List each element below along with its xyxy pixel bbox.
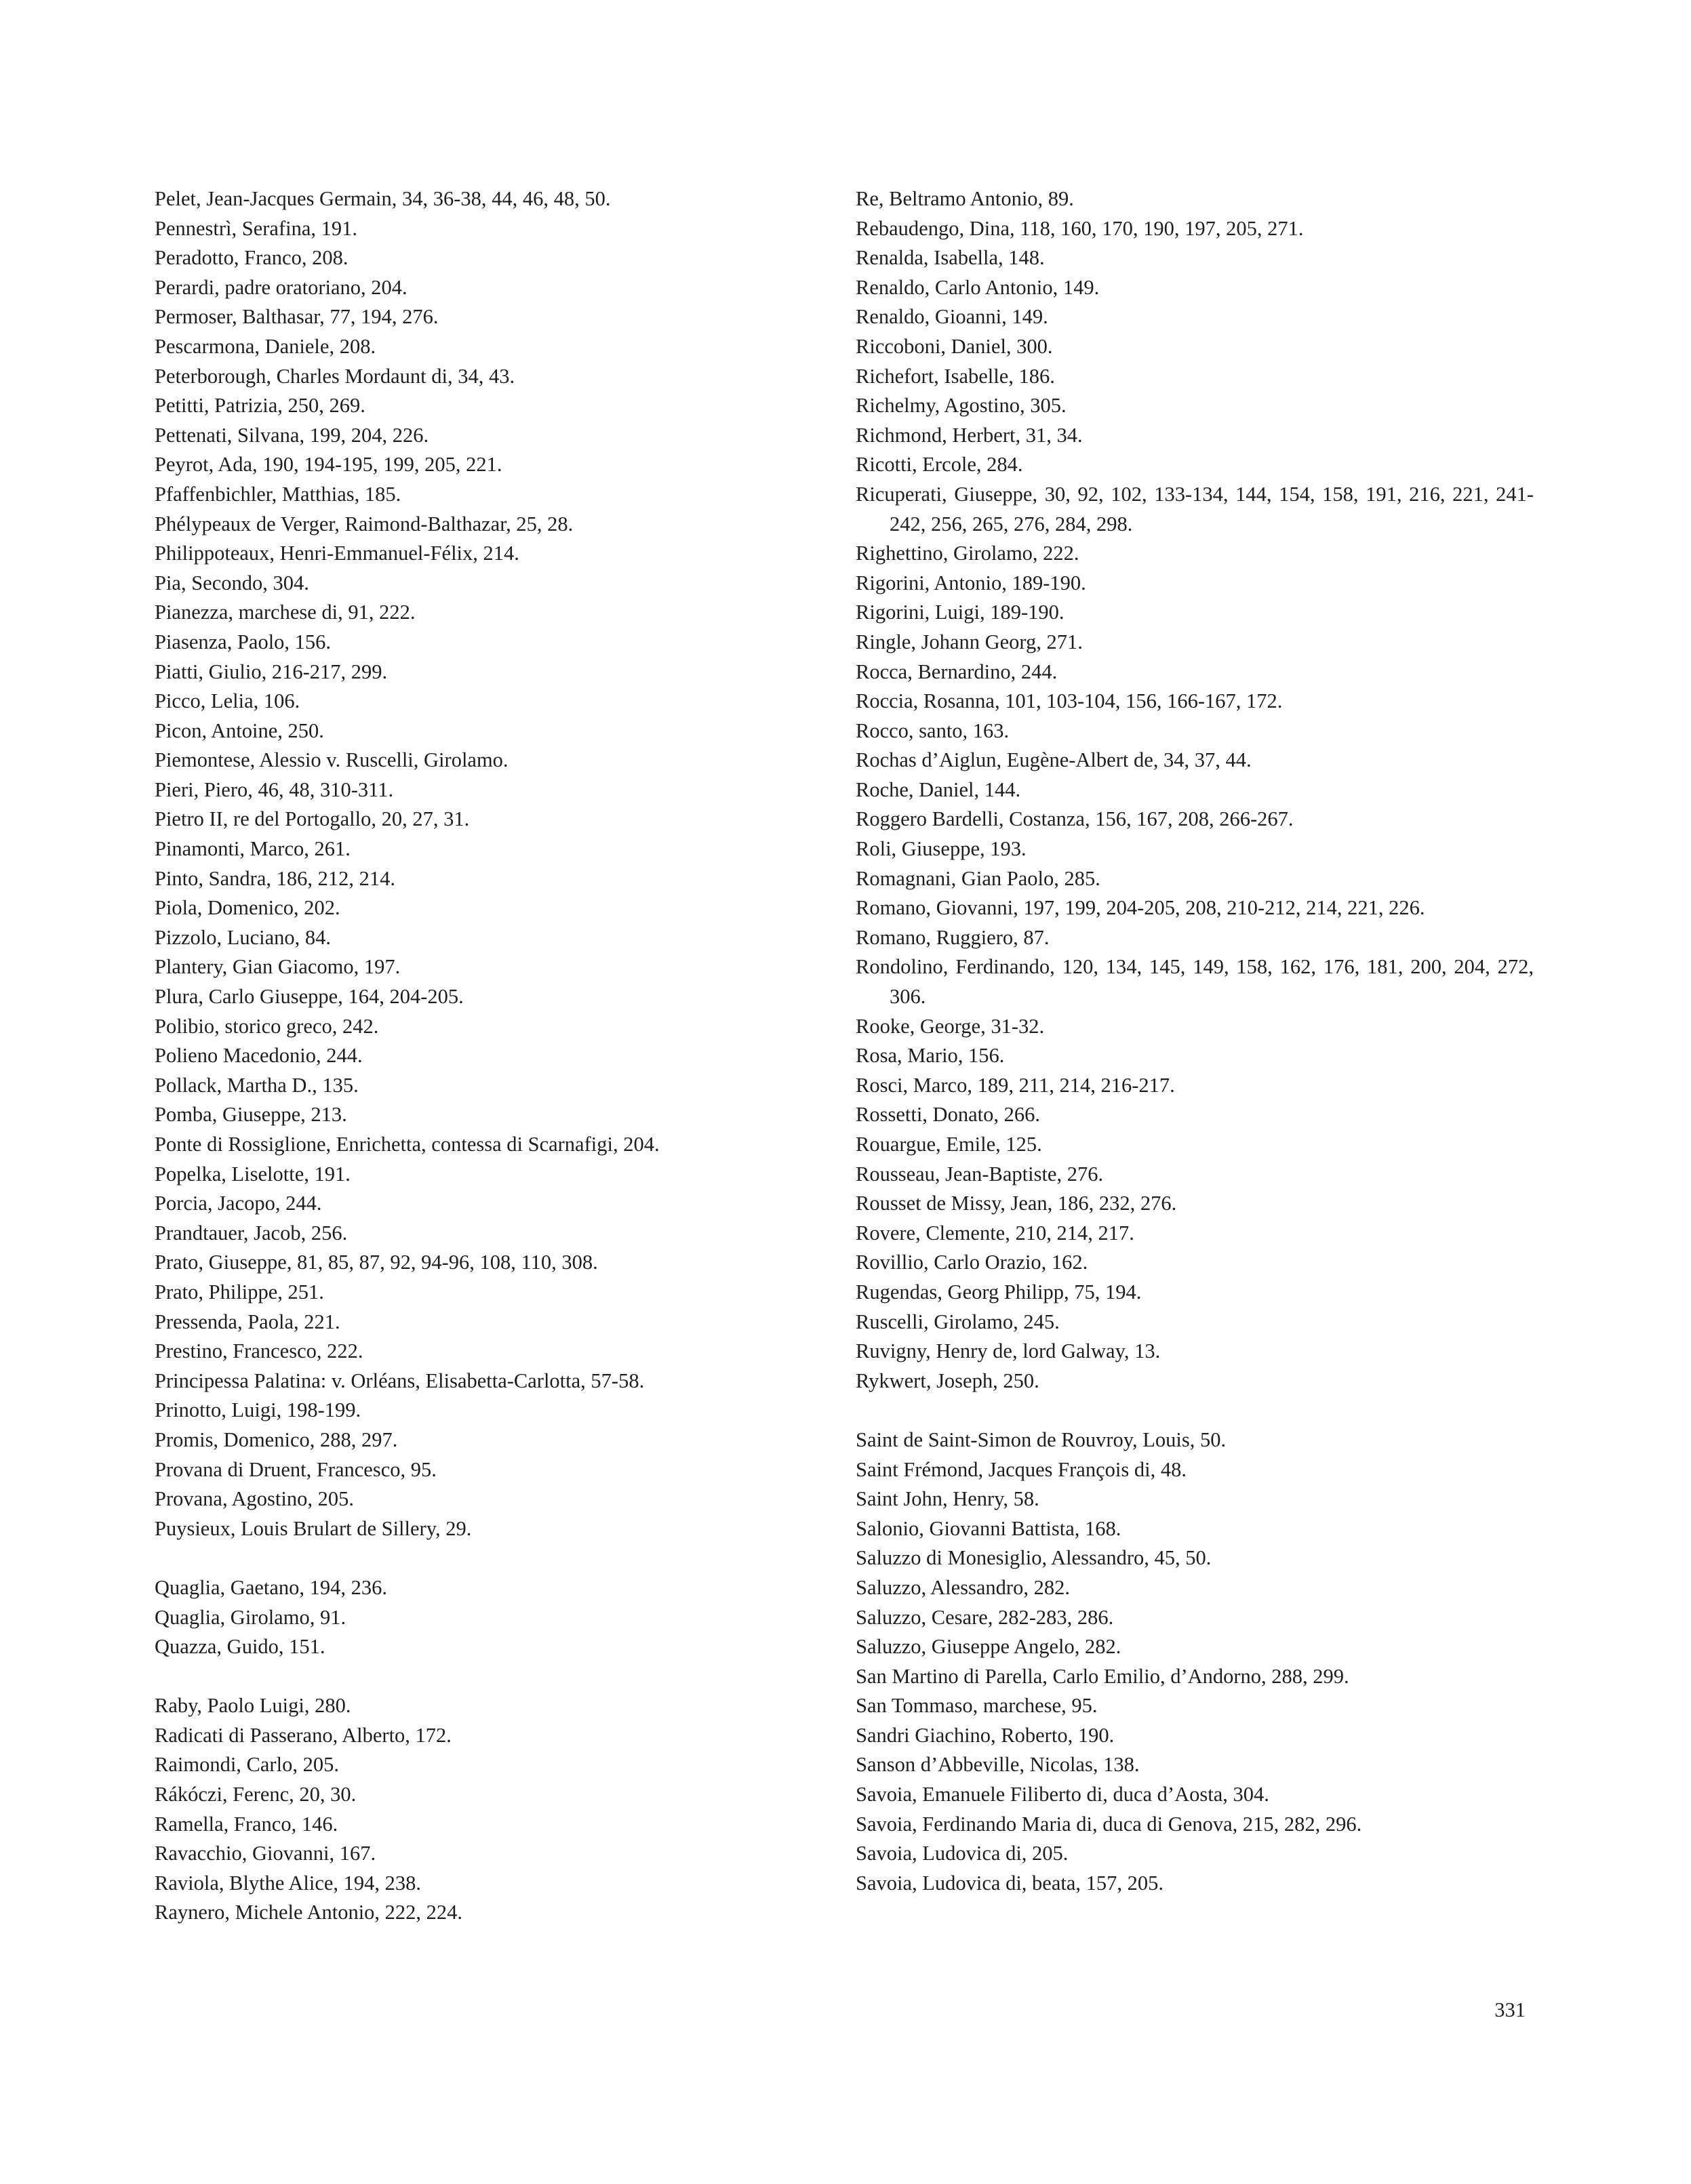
index-entry: Rondolino, Ferdinando, 120, 134, 145, 149, 158, 162, 176, 181, 200, 204, 272, 306.	[856, 955, 1534, 1009]
index-entry: Raynero, Michele Antonio, 222, 224.	[155, 1901, 463, 1924]
index-entry: Raviola, Blythe Alice, 194, 238.	[155, 1871, 422, 1895]
index-entry: Sanson d’Abbeville, Nicolas, 138.	[856, 1753, 1140, 1777]
index-entry: Ricuperati, Giuseppe, 30, 92, 102, 133-134, 144, 154, 158, 191, 216, 221, 241-242, 256, 265, 276, 284, 298.	[856, 482, 1534, 535]
index-entry: Richefort, Isabelle, 186.	[856, 364, 1055, 388]
index-entry: Perardi, padre oratoriano, 204.	[155, 275, 407, 299]
index-entry: Pietro II, re del Portogallo, 20, 27, 31.	[155, 807, 470, 831]
index-entry: Phélypeaux de Verger, Raimond-Balthazar, 25, 28.	[155, 512, 574, 535]
index-entry: Picon, Antoine, 250.	[155, 719, 324, 742]
index-entry: Richelmy, Agostino, 305.	[856, 394, 1067, 418]
index-entry: Pfaffenbichler, Matthias, 185.	[155, 482, 401, 506]
index-entry: Provana, Agostino, 205.	[155, 1487, 354, 1511]
index-entry: Permoser, Balthasar, 77, 194, 276.	[155, 305, 439, 329]
index-entry: Quazza, Guido, 151.	[155, 1635, 325, 1659]
index-entry: Rebaudengo, Dina, 118, 160, 170, 190, 197, 205, 271.	[856, 216, 1304, 240]
index-entry: Prandtauer, Jacob, 256.	[155, 1221, 348, 1245]
index-entry: Romano, Giovanni, 197, 199, 204-205, 208, 210-212, 214, 221, 226.	[856, 896, 1425, 920]
index-entry: Rugendas, Georg Philipp, 75, 194.	[856, 1280, 1142, 1303]
index-entry: Rochas d’Aiglun, Eugène-Albert de, 34, 37, 44.	[856, 748, 1252, 772]
index-entry: Savoia, Emanuele Filiberto di, duca d’Aosta, 304.	[856, 1783, 1269, 1806]
index-entry: Rosa, Mario, 156.	[856, 1044, 1005, 1068]
index-entry: Savoia, Ferdinando Maria di, duca di Genova, 215, 282, 296.	[856, 1812, 1362, 1836]
index-entry: Pettenati, Silvana, 199, 204, 226.	[155, 423, 429, 447]
index-entry: Pescarmona, Daniele, 208.	[155, 334, 376, 358]
index-entry: Pollack, Martha D., 135.	[155, 1073, 359, 1097]
index-entry: Plura, Carlo Giuseppe, 164, 204-205.	[155, 985, 464, 1009]
index-entry: Pennestrì, Serafina, 191.	[155, 216, 357, 240]
index-entry: Pia, Secondo, 304.	[155, 571, 309, 594]
index-entry: Ramella, Franco, 146.	[155, 1812, 338, 1836]
index-entry: Renalda, Isabella, 148.	[856, 246, 1045, 270]
index-column-right	[856, 184, 1534, 1898]
index-entry: Piola, Domenico, 202.	[155, 896, 340, 920]
group-spacer	[155, 1543, 792, 1573]
index-entry: Rigorini, Antonio, 189-190.	[856, 571, 1086, 594]
index-entry: Saluzzo, Cesare, 282-283, 286.	[856, 1605, 1114, 1629]
index-entry: Ruvigny, Henry de, lord Galway, 13.	[856, 1339, 1161, 1363]
index-entry: Polibio, storico greco, 242.	[155, 1014, 379, 1038]
index-entry: Savoia, Ludovica di, 205.	[856, 1842, 1069, 1865]
index-entry: Righettino, Girolamo, 222.	[856, 542, 1079, 565]
index-entry: Savoia, Ludovica di, beata, 157, 205.	[856, 1871, 1164, 1895]
index-entry: Pressenda, Paola, 221.	[155, 1310, 340, 1333]
index-entry: Promis, Domenico, 288, 297.	[155, 1428, 398, 1451]
index-group-q	[155, 1573, 792, 1662]
index-entry: Rocco, santo, 163.	[856, 719, 1010, 742]
index-entry: Saint John, Henry, 58.	[856, 1487, 1039, 1511]
index-entry: Principessa Palatina: v. Orléans, Elisabetta-Carlotta, 57-58.	[155, 1369, 645, 1392]
index-entry: Rykwert, Joseph, 250.	[856, 1369, 1039, 1392]
index-entry: Porcia, Jacopo, 244.	[155, 1192, 322, 1215]
index-entry: Polieno Macedonio, 244.	[155, 1044, 363, 1068]
index-entry: Prestino, Francesco, 222.	[155, 1339, 363, 1363]
index-entry: San Tommaso, marchese, 95.	[856, 1694, 1098, 1718]
index-entry: Rákóczi, Ferenc, 20, 30.	[155, 1783, 357, 1806]
index-entry: Ravacchio, Giovanni, 167.	[155, 1842, 376, 1865]
index-entry: Richmond, Herbert, 31, 34.	[856, 423, 1083, 447]
index-entry: San Martino di Parella, Carlo Emilio, d’Andorno, 288, 299.	[856, 1664, 1349, 1688]
index-group-s	[856, 1425, 1534, 1899]
index-entry: Saint Frémond, Jacques François di, 48.	[856, 1457, 1187, 1481]
index-entry: Roccia, Rosanna, 101, 103-104, 156, 166-167, 172.	[856, 689, 1283, 713]
index-entry: Philippoteaux, Henri-Emmanuel-Félix, 214.	[155, 542, 519, 565]
index-entry: Rousseau, Jean-Baptiste, 276.	[856, 1162, 1104, 1186]
index-entry: Prato, Philippe, 251.	[155, 1280, 324, 1303]
index-entry: Prinotto, Luigi, 198-199.	[155, 1398, 361, 1422]
index-entry: Rigorini, Luigi, 189-190.	[856, 601, 1065, 624]
index-entry: Saluzzo di Monesiglio, Alessandro, 45, 50.	[856, 1546, 1212, 1570]
index-entry: Piatti, Giulio, 216-217, 299.	[155, 660, 388, 683]
index-entry: Renaldo, Carlo Antonio, 149.	[856, 275, 1100, 299]
index-entry: Peradotto, Franco, 208.	[155, 246, 349, 270]
index-entry: Puysieux, Louis Brulart de Sillery, 29.	[155, 1516, 472, 1540]
index-entry: Ponte di Rossiglione, Enrichetta, contessa di Scarnafigi, 204.	[155, 1133, 660, 1156]
index-entry: Ricotti, Ercole, 284.	[856, 453, 1023, 477]
index-entry: Salonio, Giovanni Battista, 168.	[856, 1516, 1121, 1540]
index-group-r	[155, 1691, 792, 1928]
index-group-p	[155, 184, 792, 1543]
index-entry: Roli, Giuseppe, 193.	[856, 837, 1027, 861]
index-entry: Roche, Daniel, 144.	[856, 777, 1021, 801]
index-entry: Ruscelli, Girolamo, 245.	[856, 1310, 1060, 1333]
index-entry: Rousset de Missy, Jean, 186, 232, 276.	[856, 1192, 1177, 1215]
index-column-left	[155, 184, 792, 1928]
index-entry: Rovere, Clemente, 210, 214, 217.	[856, 1221, 1134, 1245]
index-entry: Roggero Bardelli, Costanza, 156, 167, 208, 266-267.	[856, 807, 1294, 831]
index-entry: Peterborough, Charles Mordaunt di, 34, 43.	[155, 364, 515, 388]
index-entry: Sandri Giachino, Roberto, 190.	[856, 1723, 1115, 1747]
index-entry: Provana di Druent, Francesco, 95.	[155, 1457, 437, 1481]
index-entry: Petitti, Patrizia, 250, 269.	[155, 394, 365, 418]
index-entry: Rossetti, Donato, 266.	[856, 1103, 1040, 1127]
index-entry: Saluzzo, Alessandro, 282.	[856, 1575, 1070, 1599]
index-entry: Pinto, Sandra, 186, 212, 214.	[155, 866, 395, 890]
index-entry: Quaglia, Gaetano, 194, 236.	[155, 1575, 388, 1599]
index-entry: Picco, Lelia, 106.	[155, 689, 300, 713]
index-entry: Popelka, Liselotte, 191.	[155, 1162, 351, 1186]
index-entry: Prato, Giuseppe, 81, 85, 87, 92, 94-96, 108, 110, 308.	[155, 1251, 598, 1274]
index-entry: Rovillio, Carlo Orazio, 162.	[856, 1251, 1088, 1274]
page-number: 331	[1494, 1998, 1526, 2021]
index-entry: Pinamonti, Marco, 261.	[155, 837, 351, 861]
index-entry: Rouargue, Emile, 125.	[856, 1133, 1042, 1156]
index-entry: Pianezza, marchese di, 91, 222.	[155, 601, 416, 624]
index-group-r-continued	[856, 184, 1534, 1396]
index-entry: Pizzolo, Luciano, 84.	[155, 925, 332, 949]
index-entry: Ringle, Johann Georg, 271.	[856, 630, 1083, 653]
index-entry: Quaglia, Girolamo, 91.	[155, 1605, 346, 1629]
index-entry: Rooke, George, 31-32.	[856, 1014, 1045, 1038]
index-entry: Saint de Saint-Simon de Rouvroy, Louis, 50.	[856, 1428, 1227, 1451]
index-entry: Riccoboni, Daniel, 300.	[856, 334, 1053, 358]
index-entry: Renaldo, Gioanni, 149.	[856, 305, 1048, 329]
index-entry: Radicati di Passerano, Alberto, 172.	[155, 1723, 452, 1747]
index-entry: Plantery, Gian Giacomo, 197.	[155, 955, 401, 979]
index-entry: Peyrot, Ada, 190, 194-195, 199, 205, 221.	[155, 453, 502, 477]
index-entry: Romagnani, Gian Paolo, 285.	[856, 866, 1100, 890]
index-entry: Raby, Paolo Luigi, 280.	[155, 1694, 351, 1718]
index-entry: Pieri, Piero, 46, 48, 310-311.	[155, 777, 394, 801]
group-spacer	[155, 1662, 792, 1692]
group-spacer	[856, 1396, 1534, 1425]
index-entry: Pomba, Giuseppe, 213.	[155, 1103, 347, 1127]
index-entry: Rosci, Marco, 189, 211, 214, 216-217.	[856, 1073, 1175, 1097]
index-entry: Piemontese, Alessio v. Ruscelli, Girolamo.	[155, 748, 509, 772]
index-entry: Rocca, Bernardino, 244.	[856, 660, 1058, 683]
index-entry: Re, Beltramo Antonio, 89.	[856, 187, 1074, 210]
index-entry: Pelet, Jean-Jacques Germain, 34, 36-38, 44, 46, 48, 50.	[155, 187, 611, 210]
index-entry: Saluzzo, Giuseppe Angelo, 282.	[856, 1635, 1121, 1659]
index-entry: Raimondi, Carlo, 205.	[155, 1753, 339, 1777]
index-entry: Piasenza, Paolo, 156.	[155, 630, 332, 653]
index-entry: Romano, Ruggiero, 87.	[856, 925, 1050, 949]
